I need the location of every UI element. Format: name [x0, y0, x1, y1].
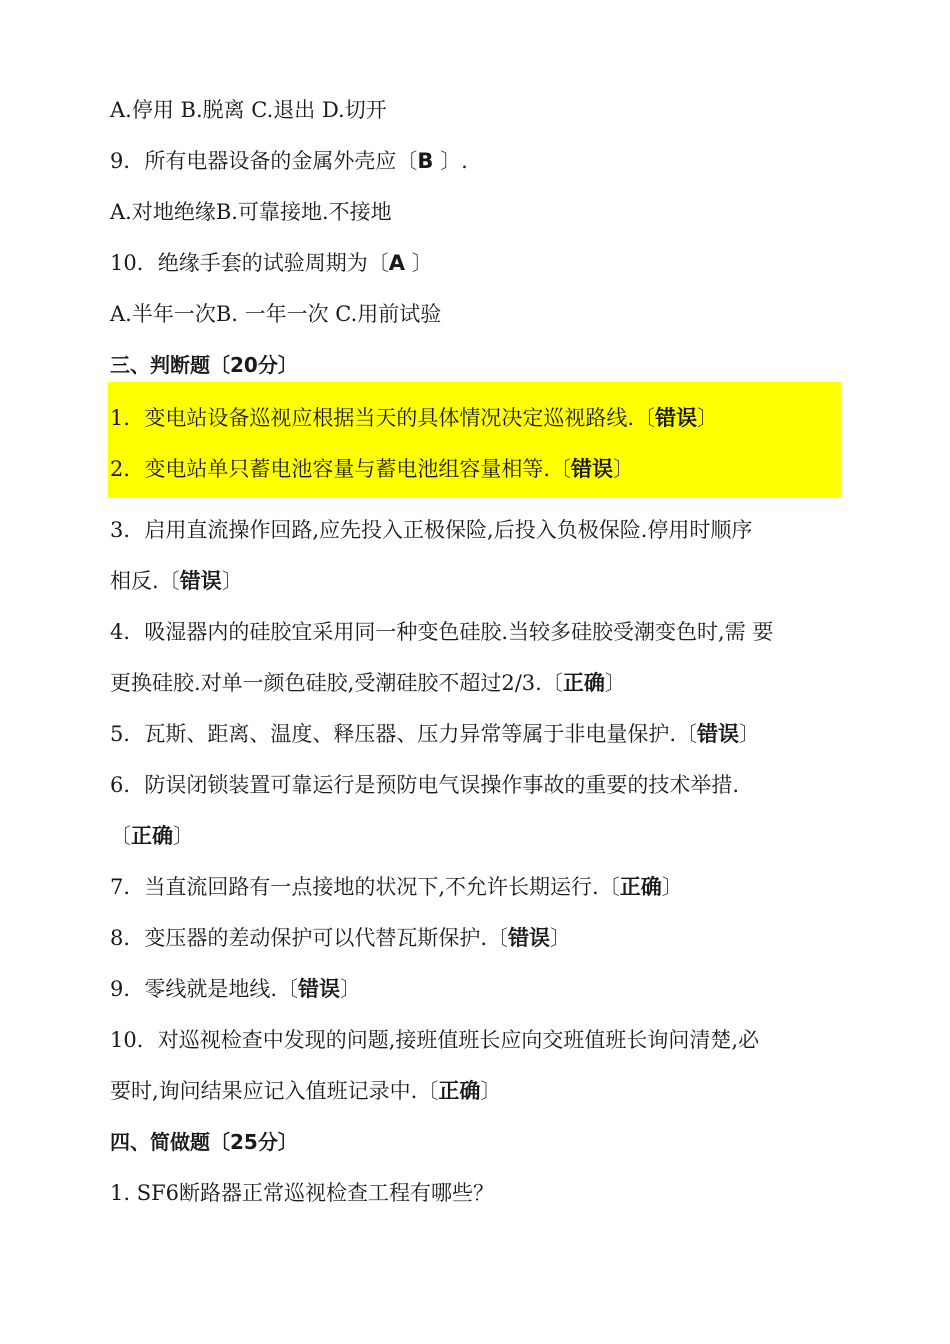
answer-label: B — [417, 149, 434, 173]
judgment-7: 7．当直流回路有一点接地的状况下,不允许长期运行.〔正确〕 — [110, 875, 683, 899]
option-line-8: A.停用 B.脱离 C.退出 D.切开 — [110, 98, 387, 122]
judgment-10-cont: 要时,询问结果应记入值班记录中.〔正确〕 — [110, 1079, 502, 1103]
option-line-9: A.对地绝缘B.可靠接地.不接地 — [110, 200, 392, 224]
answer-label: 正确 — [619, 875, 662, 899]
judgment-4-cont: 更换硅胶.对单一颜色硅胶,受潮硅胶不超过2/3.〔正确〕 — [110, 671, 626, 695]
answer-label: 正确 — [438, 1079, 481, 1103]
answer-label: 错误 — [508, 926, 551, 950]
judgment-6-cont: 〔正确〕 — [110, 824, 194, 848]
judgment-4: 4．吸湿器内的硅胶宜采用同一种变色硅胶.当较多硅胶受潮变色时,需 要 — [110, 620, 774, 644]
short-answer-1: 1. SF6断路器正常巡视检查工程有哪些？ — [110, 1181, 495, 1205]
answer-label: 错误 — [571, 457, 614, 481]
answer-label: 正确 — [131, 824, 173, 848]
answer-label: 错误 — [298, 977, 341, 1001]
judgment-3: 3．启用直流操作回路,应先投入正极保险,后投入负极保险.停用时顺序 — [110, 518, 753, 542]
answer-label: 错误 — [179, 569, 222, 593]
judgment-6: 6．防误闭锁装置可靠运行是预防电气误操作事故的重要的技术举措. — [110, 773, 740, 797]
judgment-1: 1．变电站设备巡视应根据当天的具体情况决定巡视路线.〔错误〕 — [110, 406, 719, 430]
question-9: 9．所有电器设备的金属外壳应〔B 〕. — [110, 149, 468, 173]
judgment-8: 8．变压器的差动保护可以代替瓦斯保护.〔错误〕 — [110, 926, 572, 950]
question-10: 10．绝缘手套的试验周期为〔A 〕 — [110, 251, 433, 275]
answer-label: A — [388, 251, 405, 275]
judgment-10: 10．对巡视检查中发现的问题,接班值班长应向交班值班长询问清楚,必 — [110, 1028, 760, 1052]
judgment-3-cont: 相反.〔错误〕 — [110, 569, 243, 593]
answer-label: 错误 — [655, 406, 698, 430]
section-heading-4: 四、简做题〔25分〕 — [110, 1130, 298, 1154]
answer-label: 错误 — [697, 722, 740, 746]
section-heading-3: 三、判断题〔20分〕 — [110, 353, 298, 377]
judgment-2: 2．变电站单只蓄电池容量与蓄电池组容量相等.〔错误〕 — [110, 457, 635, 481]
judgment-5: 5．瓦斯、距离、温度、释压器、压力异常等属于非电量保护.〔错误〕 — [110, 722, 761, 746]
answer-label: 正确 — [562, 671, 605, 695]
judgment-9: 9．零线就是地线.〔错误〕 — [110, 977, 362, 1001]
option-line-10: A.半年一次B. 一年一次 C.用前试验 — [110, 302, 442, 326]
